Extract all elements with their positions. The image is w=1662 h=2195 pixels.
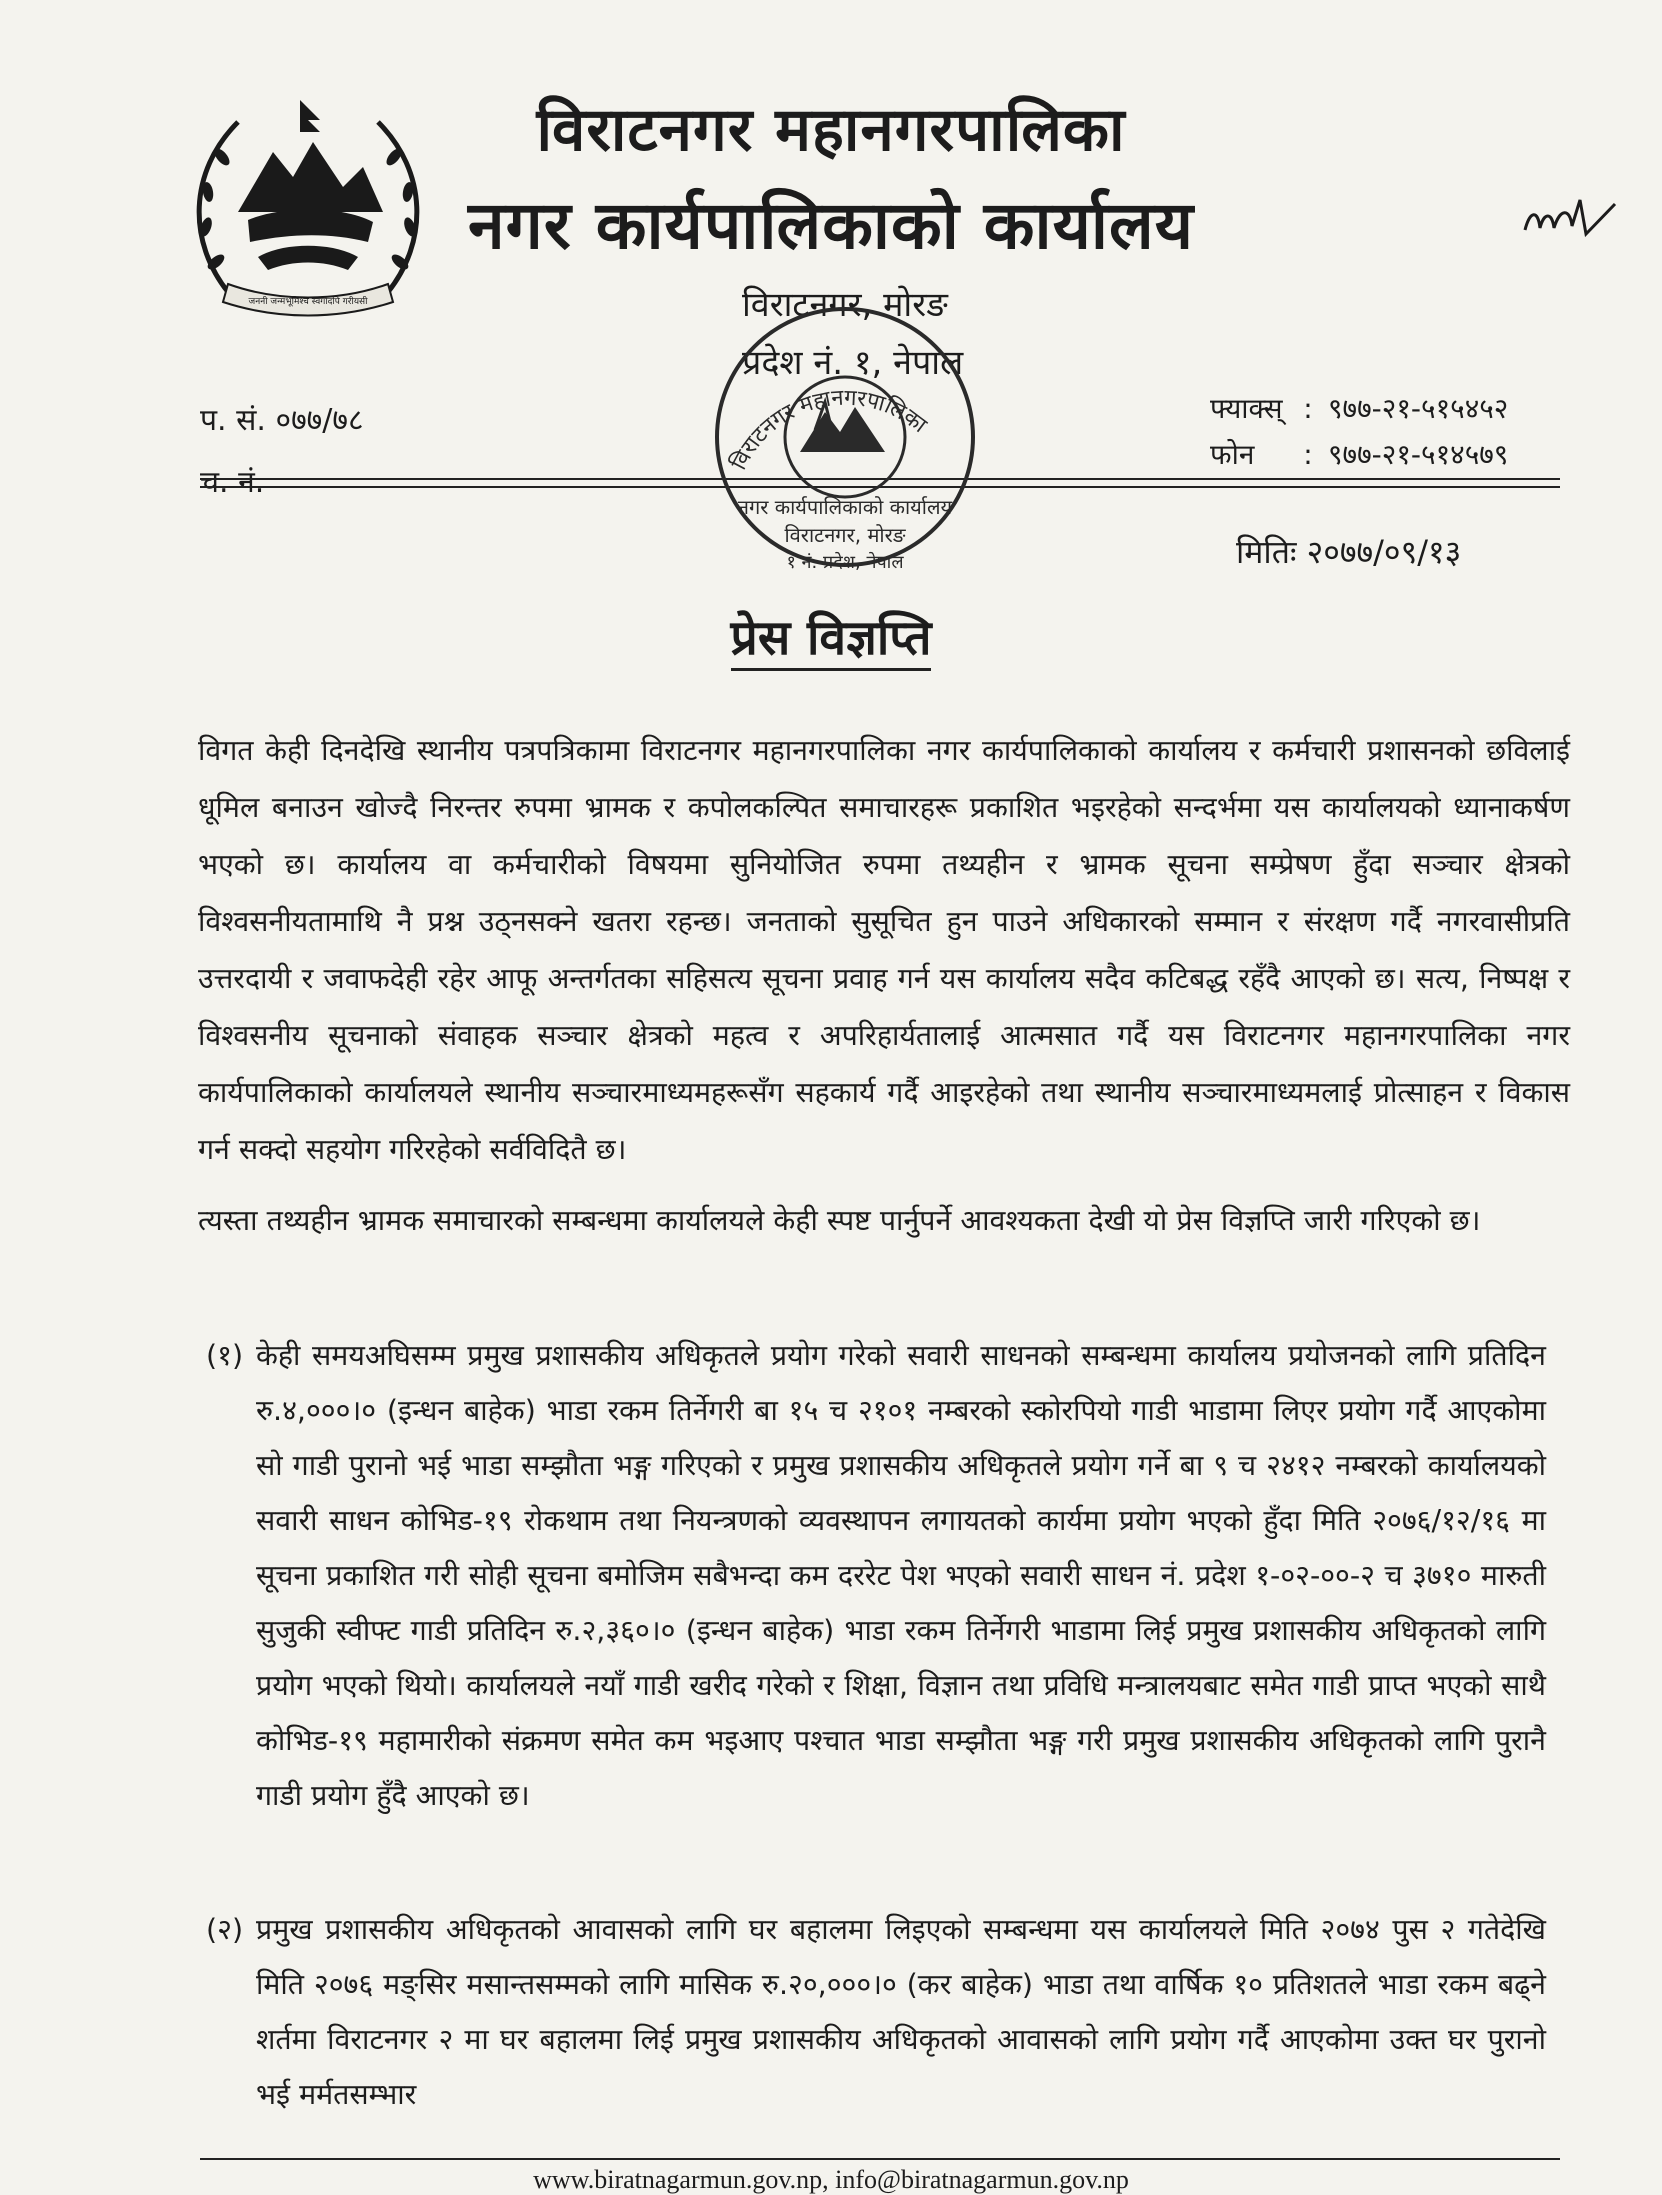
phone-value: ९७७-२१-५१४५७९ (1328, 438, 1509, 471)
dispatch-number: च. नं. (200, 465, 265, 500)
fax-label: फ्याक्स् (1210, 392, 1283, 425)
office-stamp (700, 292, 990, 582)
item-text: प्रमुख प्रशासकीय अधिकृतको आवासको लागि घर बहालमा लिइएको सम्बन्धमा यस कार्यालयले मिति २०७४ पुस २ गतेदेखि मिति २०७६ मङ्सिर मसान्तसम्मको लागि मासिक रु.२०,०००।० (कर बाहेक) भाडा तथा वार्षिक १० प्रतिशतले भाडा रकम बढ्ने शर्तमा विराटनगर २ मा घर बहालमा लिई प्रमुख प्रशासकीय अधिकृतको आवासको लागि प्रयोग गर्दै आएकोमा उक्त घर पुरानो भई मर्मतसम्भार (256, 1913, 1546, 2111)
document-date: मितिः २०७७/०९/१३ (1236, 533, 1462, 571)
reference-number: प. सं. ०७७/७८ (200, 403, 364, 438)
office-address-city: विराटनगर, मोरङ (742, 285, 948, 325)
stamp-province-text: १ नं. प्रदेश, नेपाल (786, 552, 904, 573)
heading-text: प्रेस विज्ञप्ति (731, 610, 932, 671)
item-number: (२) (206, 1913, 244, 1946)
office-address-province: प्रदेश नं. १, नेपाल (742, 343, 964, 383)
emblem-motto: जननी जन्मभूमिश्च स्वर्गादपि गरीयसी (248, 297, 368, 307)
footer-contact: www.biratnagarmun.gov.np, info@biratnagarmun.gov.np (533, 2165, 1129, 2194)
document-heading (0, 604, 1662, 669)
signature-mark (1520, 190, 1620, 250)
body-paragraph-1: विगत केही दिनदेखि स्थानीय पत्रपत्रिकामा विराटनगर महानगरपालिका नगर कार्यपालिकाको कार्यालय र कर्मचारी प्रशासनको छविलाई धूमिल बनाउन खोज्दै निरन्तर रुपमा भ्रामक र कपोलकल्पित समाचारहरू प्रकाशित भइरहेको सन्दर्भमा यस कार्यालयको ध्यानाकर्षण भएको छ। कार्यालय वा कर्मचारीको विषयमा सुनियोजित रुपमा तथ्यहीन र भ्रामक सूचना सम्प्रेषण हुँदा सञ्चार क्षेत्रको विश्वसनीयतामाथि नै प्रश्न उठ्नसक्ने खतरा रहन्छ। जनताको सुसूचित हुन पाउने अधिकारको सम्मान र संरक्षण गर्दै नगरवासीप्रति उत्तरदायी र जवाफदेही रहेर आफू अन्तर्गतका सहिसत्य सूचना प्रवाह गर्न यस कार्यालय सदैव कटिबद्ध रहँदै आएको छ। सत्य, निष्पक्ष र विश्वसनीय सूचनाको संवाहक सञ्चार क्षेत्रको महत्व र अपरिहार्यतालाई आत्मसात गर्दै यस विराटनगर महानगरपालिका नगर कार्यपालिकाको कार्यालयले स्थानीय सञ्चारमाध्यमहरूसँग सहकार्य गर्दै आइरहेको तथा स्थानीय सञ्चारमाध्यमलाई प्रोत्साहन र विकास गर्न सक्दो सहयोग गरिरहेको सर्वविदितै छ। (198, 734, 1570, 1166)
fax-row (1210, 386, 1508, 432)
contact-block (1210, 386, 1508, 478)
phone-separator: : (1303, 438, 1313, 471)
phone-row (1210, 432, 1508, 478)
office-title: नगर कार्यपालिकाको कार्यालय (468, 187, 1194, 264)
stamp-arc-text: विराटनगर महानगरपालिका (726, 385, 932, 475)
body-paragraph-2: त्यस्ता तथ्यहीन भ्रामक समाचारको सम्बन्धमा कार्यालयले केही स्पष्ट पार्नुपर्ने आवश्यकता देखी यो प्रेस विज्ञप्ति जारी गरिएको छ। (198, 1204, 1481, 1237)
footer-rule (200, 2158, 1560, 2160)
item-number: (१) (206, 1339, 244, 1372)
municipality-title: विराटनगर महानगरपालिका (536, 95, 1126, 165)
fax-separator: : (1303, 392, 1313, 425)
numbered-item-2 (206, 1902, 1546, 2122)
stamp-office-text: नगर कार्यपालिकाको कार्यालय (737, 495, 953, 519)
numbered-item-1 (206, 1328, 1546, 1823)
fax-value: ९७७-२१-५१५४५२ (1328, 392, 1509, 425)
phone-label: फोन (1210, 438, 1255, 471)
stamp-city-text: विराटनगर, मोरङ (784, 523, 906, 547)
item-text: केही समयअघिसम्म प्रमुख प्रशासकीय अधिकृतले प्रयोग गरेको सवारी साधनको सम्बन्धमा कार्यालय प्रयोजनको लागि प्रतिदिन रु.४,०००।० (इन्धन बाहेक) भाडा रकम तिर्नेगरी बा १५ च २१०१ नम्बरको स्कोरपियो गाडी भाडामा लिएर प्रयोग गर्दै आएकोमा सो गाडी पुरानो भई भाडा सम्झौता भङ्ग गरिएको र प्रमुख प्रशासकीय अधिकृतले प्रयोग गर्ने बा ९ च २४१२ नम्बरको कार्यालयको सवारी साधन कोभिड-१९ रोकथाम तथा नियन्त्रणको व्यवस्थापन लगायतको कार्यमा प्रयोग भएको हुँदा मिति २०७६/१२/१६ मा सूचना प्रकाशित गरी सोही सूचना बमोजिम सबैभन्दा कम दररेट पेश भएको सवारी साधन नं. प्रदेश १-०२-००-२ च ३७१० मारुती सुजुकी स्वीफ्ट गाडी प्रतिदिन रु.२,३६०।० (इन्धन बाहेक) भाडा रकम तिर्नेगरी भाडामा लिई प्रमुख प्रशासकीय अधिकृतको लागि प्रयोग भएको थियो। कार्यालयले नयाँ गाडी खरीद गरेको र शिक्षा, विज्ञान तथा प्रविधि मन्त्रालयबाट समेत गाडी प्राप्त भएको साथै कोभिड-१९ महामारीको संक्रमण समेत कम भइआए पश्चात भाडा सम्झौता भङ्ग गरी प्रमुख प्रशासकीय अधिकृतको लागि पुरानै गाडी प्रयोग हुँदै आएको छ। (256, 1339, 1546, 1812)
